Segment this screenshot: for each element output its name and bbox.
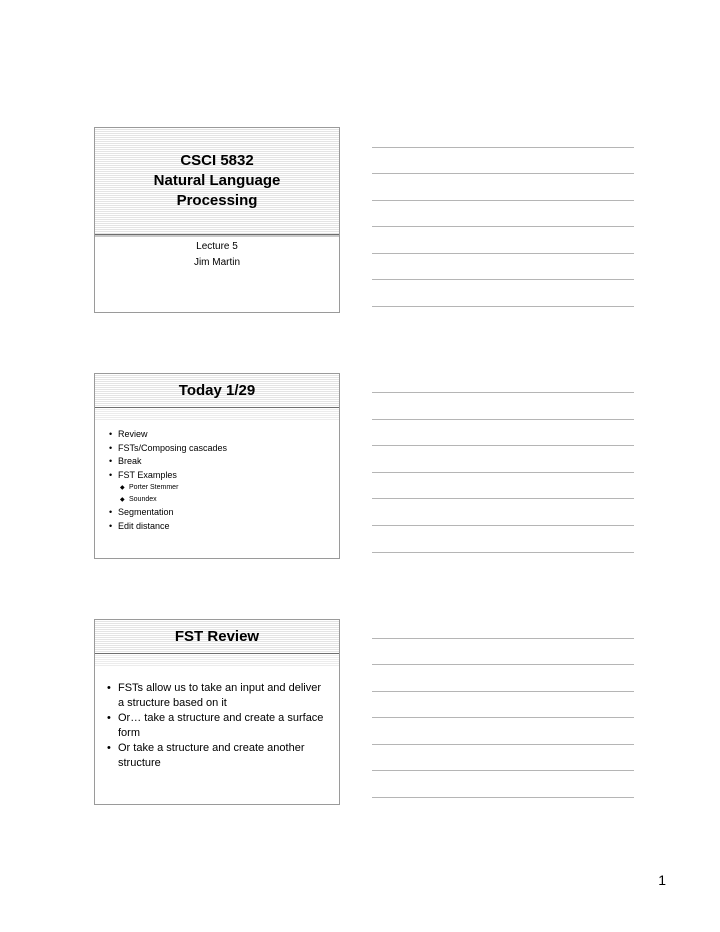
note-line	[372, 552, 634, 553]
bullet-list	[95, 666, 339, 771]
note-line	[372, 498, 634, 499]
note-line	[372, 226, 634, 227]
slide-title: FST Review	[174, 627, 260, 645]
slide-subtitle: Lecture 5 Jim Martin	[193, 241, 241, 268]
slide-header	[95, 374, 339, 408]
note-line	[372, 797, 634, 798]
sub-list-item: ◆ Soundex	[120, 494, 339, 506]
note-line	[372, 664, 634, 665]
note-line	[372, 173, 634, 174]
slide-header	[95, 620, 339, 654]
note-line	[372, 279, 634, 280]
list-item: • FST Examples ◆ Porter Stemmer ◆ Soundex	[109, 469, 339, 507]
note-line	[372, 419, 634, 420]
list-item: • Break	[109, 455, 339, 469]
list-item: • Segmentation	[109, 506, 339, 520]
sub-bullet-list	[118, 482, 339, 506]
slide-header	[95, 128, 339, 235]
slide-3	[94, 619, 340, 805]
list-item: • Or take a structure and create another structure	[107, 741, 329, 771]
list-item: • Review	[109, 428, 339, 442]
list-item: • FSTs allow us to take an input and deliver a structure based on it	[107, 681, 329, 711]
list-item: • Edit distance	[109, 520, 339, 534]
slide-2	[94, 373, 340, 559]
note-line	[372, 691, 634, 692]
note-line	[372, 392, 634, 393]
note-line	[372, 445, 634, 446]
sub-list-item: ◆ Porter Stemmer	[120, 482, 339, 494]
note-line	[372, 717, 634, 718]
note-line	[372, 638, 634, 639]
note-line	[372, 200, 634, 201]
note-line	[372, 253, 634, 254]
note-line	[372, 306, 634, 307]
header-strip	[95, 654, 339, 666]
header-strip	[95, 408, 339, 420]
note-line	[372, 770, 634, 771]
list-item: • Or… take a structure and create a surface form	[107, 711, 329, 741]
page-number: 1	[658, 872, 666, 888]
note-line	[372, 472, 634, 473]
bullet-list	[95, 420, 339, 533]
slide-title: CSCI 5832 Natural Language Processing	[153, 152, 281, 209]
list-item: • FSTs/Composing cascades	[109, 442, 339, 456]
note-line	[372, 744, 634, 745]
note-line	[372, 525, 634, 526]
slide-title: Today 1/29	[178, 381, 256, 399]
note-line	[372, 147, 634, 148]
slide-1	[94, 127, 340, 313]
